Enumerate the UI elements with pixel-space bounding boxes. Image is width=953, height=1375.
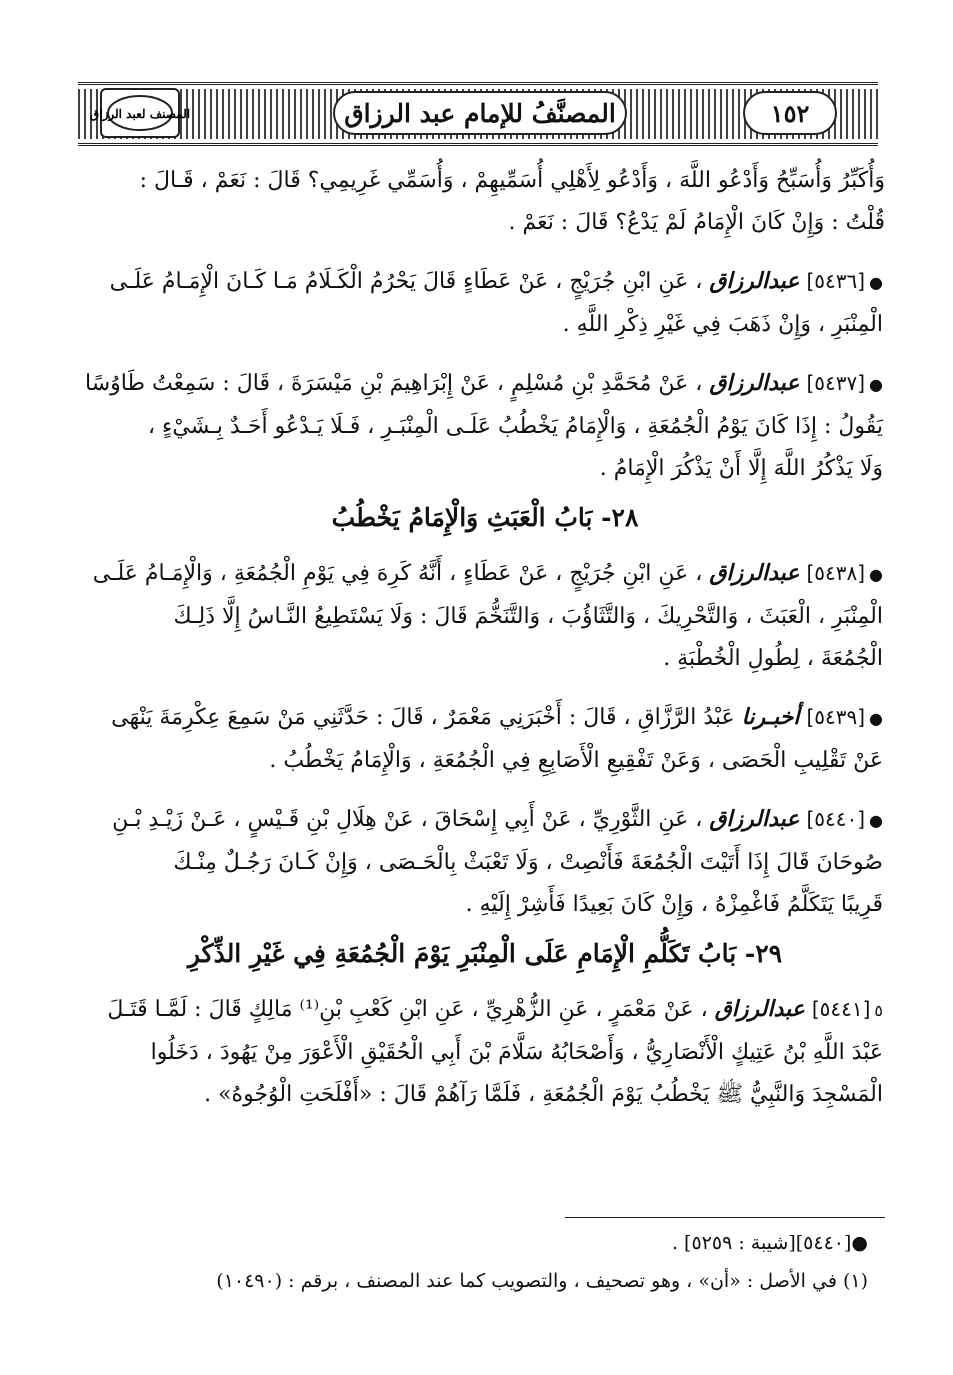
hadith-number: [٥٤٣٨] — [806, 561, 866, 585]
entry-line: قَرِيبًا يَتَكَلَّمُ فَاغْمِزْهُ ، وَإِنْ كَانَ بَعِيدًا فَأَشِرْ إِلَيْهِ . — [465, 892, 883, 917]
entry-line: الْجُمُعَةَ ، لِطُولِ الْخُطْبَةِ . — [663, 646, 883, 671]
footnote-divider — [565, 1217, 885, 1218]
hadith-entry-5437 — [85, 362, 885, 490]
chapter-heading-28: ٢٨- بَابُ الْعَبَثِ وَالْإِمَامُ يَخْطُبُ — [331, 503, 639, 532]
hadith-number: [٥٤٣٦] — [806, 269, 866, 293]
hadith-number: [٥٤٣٧] — [806, 371, 866, 395]
page-header — [78, 82, 878, 146]
chapter-heading-29: ٢٩- بَابُ تَكَلُّمِ الْإِمَامِ عَلَى الْمِنْبَرِ يَوْمَ الْجُمُعَةِ فِي غَيْرِ الذِّكْرِ — [187, 939, 783, 968]
bullet-icon: ● — [869, 709, 883, 728]
page-number: ١٥٢ — [770, 98, 810, 128]
entry-line: عَنْ تَقْلِيبِ الْحَصَى ، وَعَنْ تَفْقِيعِ الْأَصَابِعِ فِي الْجُمُعَةِ ، وَالْإِمَامُ يَخْطُبُ . — [269, 748, 883, 773]
entry-line: وَلَا يَذْكُرُ اللَّهَ إِلَّا أَنْ يَذْكُرَ الْإِمَامُ . — [599, 456, 883, 481]
entry-line: صُوحَانَ قَالَ إِذَا أَتَيْتَ الْجُمُعَةَ فَأَنْصِتْ ، وَلَا تَعْبَثْ بِالْحَـصَى ، وَإِنْ كَـانَ رَجُـلٌ مِنْـكَ — [173, 850, 883, 875]
footnote-1: (١) في الأصل : «أن» ، وهو تصحيف ، والتصويب كما عند المصنف ، برقم : (١٠٤٩٠) — [216, 1270, 868, 1292]
entry-line — [85, 260, 883, 304]
hadith-entry-5441 — [85, 988, 885, 1116]
entry-line: الْمِنْبَرِ ، الْعَبَثَ ، وَالتَّحْرِيكَ ، وَالتَّثَاؤُبَ ، وَالتَّنَخُّمَ قَالَ : وَلَا يَسْتَطِيعُ النَّـاسُ إِلَّا ذَلِـكَ — [173, 604, 883, 629]
hadith-entry-5439 — [85, 696, 885, 782]
entry-text: ، عَنْ مُحَمَّدِ بْنِ مُسْلِمٍ ، عَنْ إِبْرَاهِيمَ بْنِ مَيْسَرَةَ ، قَالَ : سَمِعْتُ طَاوُسًا — [85, 371, 703, 396]
entry-line: الْمِنْبَرِ ، وَإِنْ ذَهَبَ فِي غَيْرِ ذِكْرِ اللَّهِ . — [562, 312, 883, 337]
book-emblem-icon — [89, 88, 191, 138]
entry-line: يَقُولُ : إِذَا كَانَ يَوْمُ الْجُمُعَةِ ، وَالْإِمَامُ يَخْطُبُ عَلَـى الْمِنْبَـرِ ، فَـلَا يَـدْعُو أَحَـدٌ بِـشَيْءٍ ، — [147, 414, 883, 439]
hadith-entry-5438 — [85, 552, 885, 680]
entry-text: ، عَنِ الثَّوْرِيِّ ، عَنْ أَبِي إِسْحَاقَ ، عَنْ هِلَالِ بْنِ قَـيْسٍ ، عَـنْ زَيْـدِ بْـنِ — [112, 807, 703, 832]
intro-line-2: قُلْتُ : وَإِنْ كَانَ الْإِمَامُ لَمْ يَدْعُ؟ قَالَ : نَعَمْ . — [508, 210, 885, 235]
bullet-icon: ● — [869, 375, 883, 394]
entry-text: ، عَنِ ابْنِ جُرَيْجٍ ، عَنْ عَطَاءٍ ، أَنَّهُ كَرِهَ فِي يَوْمِ الْجُمُعَةِ ، وَالْإِمَـامُ عَلَـى — [92, 561, 703, 586]
author-name: عبدالرزاق — [709, 268, 800, 294]
bullet-icon: ● — [869, 565, 883, 584]
author-name: عبدالرزاق — [709, 370, 800, 396]
entry-line: الْمَسْجِدَ وَالنَّبِيُّ ﷺ يَخْطُبُ يَوْمَ الْجُمُعَةِ ، فَلَمَّا رَآهُمْ قَالَ : «أَفْلَحَتِ الْوُجُوهُ» . — [204, 1082, 883, 1107]
intro-line-1: وَأُكَبِّرُ وَأُسَبِّحُ وَأَدْعُو اللَّهَ ، وَأَدْعُو لِأَهْلِي أُسَمِّيهِمْ ، وَأُسَمِّي غَرِيمِي؟ قَالَ : نَعَمْ ، قَـالَ : — [139, 168, 885, 193]
entry-text: ، عَنْ مَعْمَرٍ ، عَنِ الزُّهْرِيِّ ، عَنِ ابْنِ كَعْبِ بْنِ⁽¹⁾ مَالِكٍ قَالَ : لَمَّـا قَتَـلَ — [107, 997, 708, 1022]
author-name: عبدالرزاق — [709, 806, 800, 832]
entry-line — [85, 696, 883, 740]
book-title-box — [333, 91, 627, 135]
author-name: عبدالرزاق — [714, 996, 805, 1022]
entry-line: عَبْدَ اللَّهِ بْنُ عَتِيكٍ الْأَنْصَارِيُّ ، وَأَصْحَابُهُ سَلَّامَ بْنَ أَبِي الْحُقَيْقِ الْأَعْوَرَ مِنْ يَهُودَ ، دَخَلُوا — [150, 1040, 883, 1065]
hadith-number: [٥٤٤٠] — [806, 807, 866, 831]
hadith-entry-5436 — [85, 260, 885, 346]
entry-text: عَبْدُ الرَّزَّاقِ ، قَالَ : أَخْبَرَنِي مَعْمَرٌ ، قَالَ : حَدَّثَنِي مَنْ سَمِعَ عِكْرِمَةَ يَنْهَى — [111, 705, 735, 730]
author-name: عبدالرزاق — [709, 560, 800, 586]
hadith-entry-5440 — [85, 798, 885, 926]
book-title: المصنَّفُ للإمام عبد الرزاق — [344, 98, 616, 128]
author-name: أخبـرنا — [741, 704, 800, 730]
entry-line — [85, 988, 883, 1032]
hadith-number: [٥٤٤١] — [811, 997, 871, 1021]
footnote-source: ●[٥٤٤٠][شيبة : ٥٢٥٩] . — [671, 1232, 868, 1254]
entry-line — [85, 362, 883, 406]
bullet-icon: ● — [869, 811, 883, 830]
page-number-box — [743, 91, 837, 135]
entry-text: ، عَنِ ابْنِ جُرَيْجٍ ، عَنْ عَطَاءٍ قَالَ يَحْرُمُ الْكَـلَامُ مَـا كَـانَ الْإِمَـامُ عَلَـى — [109, 269, 703, 294]
entry-line — [85, 798, 883, 842]
bullet-icon: ٥ — [874, 1001, 883, 1020]
svg-text:المصنف لعبد الرزاق: المصنف لعبد الرزاق — [89, 107, 191, 121]
entry-line — [85, 552, 883, 596]
bullet-icon: ● — [869, 273, 883, 292]
main-text — [85, 160, 885, 1116]
hadith-number: [٥٤٣٩] — [806, 705, 866, 729]
